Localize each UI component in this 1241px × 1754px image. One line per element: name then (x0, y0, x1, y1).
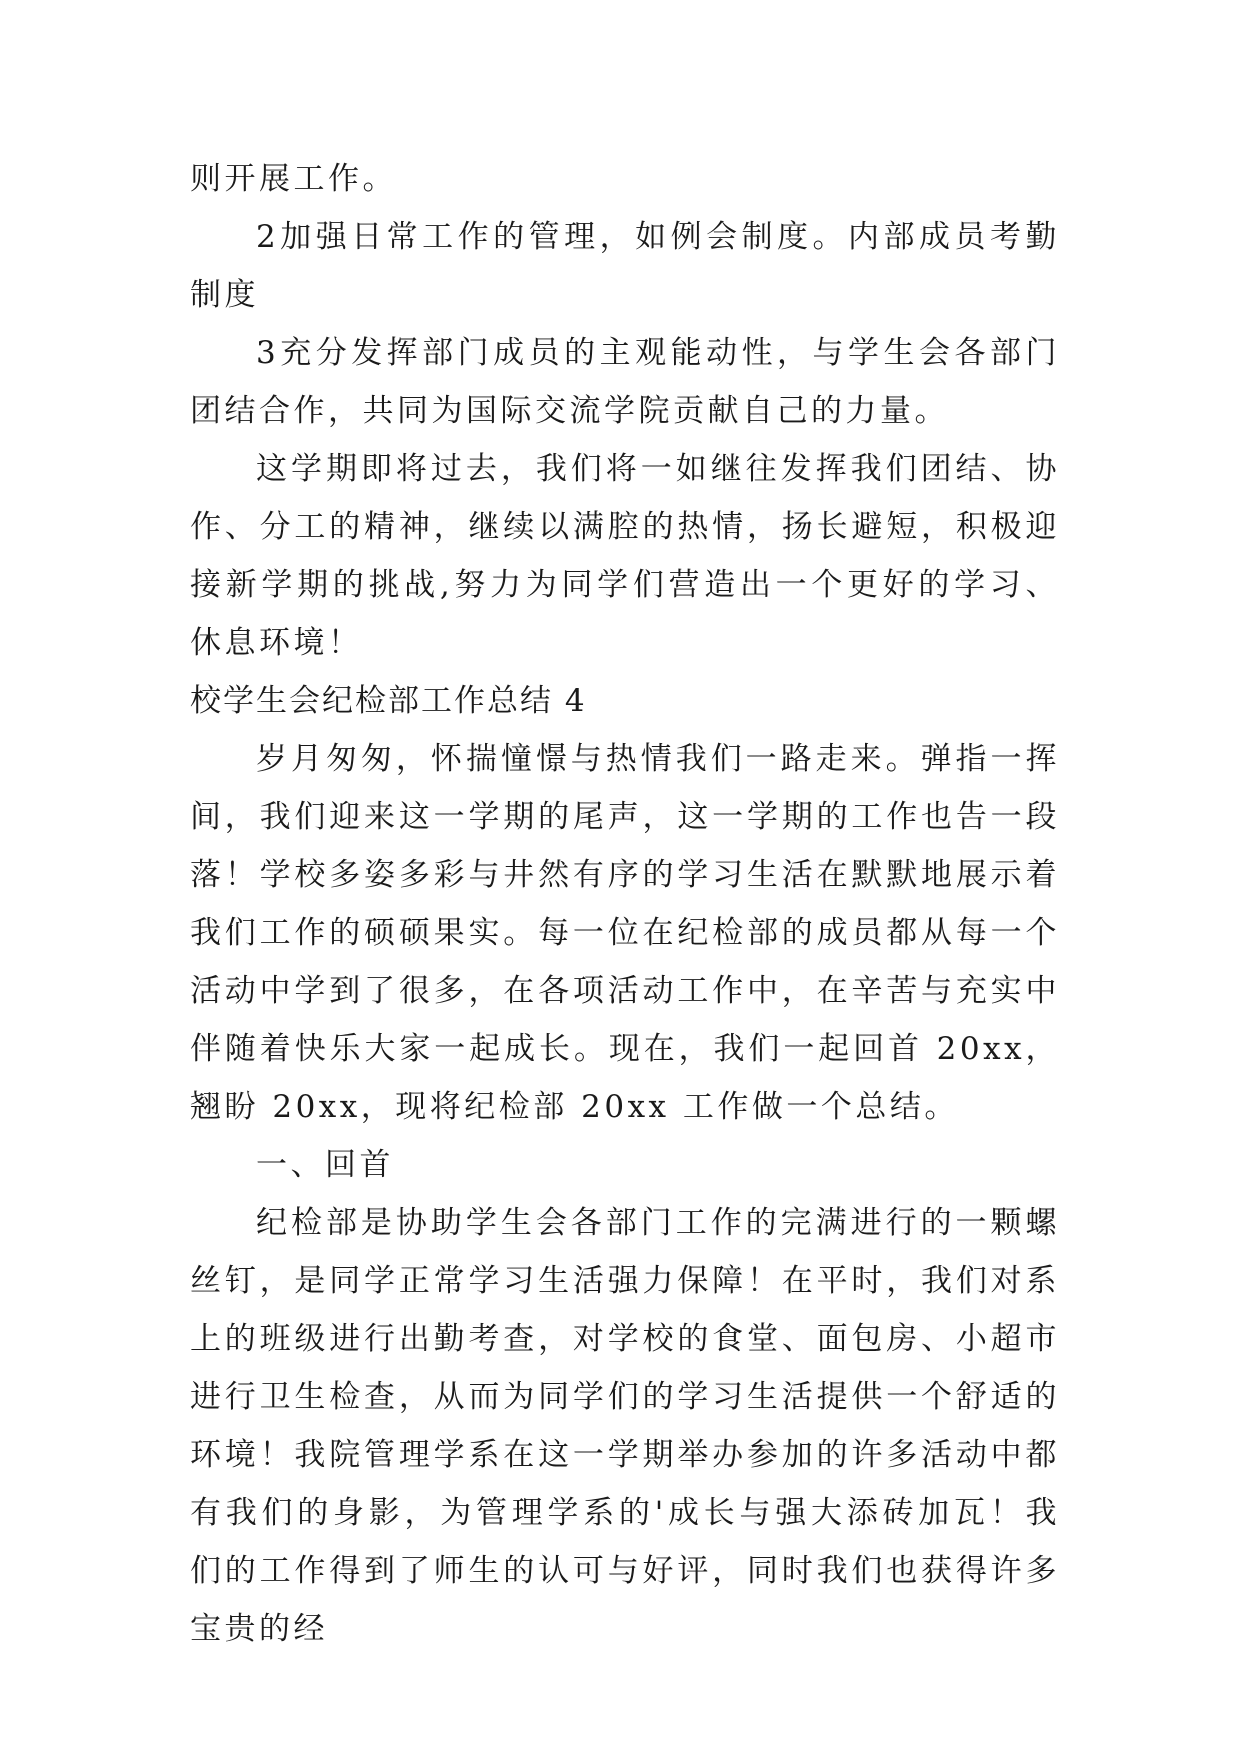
paragraph-5: 岁月匆匆，怀揣憧憬与热情我们一路走来。弹指一挥间，我们迎来这一学期的尾声，这一学期的工作也告一段落！学校多姿多彩与井然有序的学习生活在默默地展示着我们工作的硕硕果实。每一位在纪检部的成员都从每一个活动中学到了很多，在各项活动工作中，在辛苦与充实中伴随着快乐大家一起成长。现在，我们一起回首 20xx，翘盼 20xx，现将纪检部 20xx 工作做一个总结。 (190, 741, 1060, 1125)
paragraph-4: 这学期即将过去，我们将一如继往发挥我们团结、协作、分工的精神，继续以满腔的热情，扬长避短，积极迎接新学期的挑战,努力为同学们营造出一个更好的学习、休息环境！ (190, 451, 1060, 661)
paragraph-3: 3充分发挥部门成员的主观能动性，与学生会各部门团结合作，共同为国际交流学院贡献自己的力量。 (190, 335, 1060, 429)
section-heading: 校学生会纪检部工作总结 4 (190, 683, 587, 719)
paragraph-2: 2加强日常工作的管理，如例会制度。内部成员考勤制度 (190, 219, 1060, 313)
document-body (190, 150, 1060, 1658)
subheading-review: 一、回首 (256, 1147, 394, 1183)
paragraph-1: 则开展工作。 (190, 161, 397, 197)
paragraph-6: 纪检部是协助学生会各部门工作的完满进行的一颗螺丝钉，是同学正常学习生活强力保障！在平时，我们对系上的班级进行出勤考查，对学校的食堂、面包房、小超市进行卫生检查，从而为同学们的学习生活提供一个舒适的环境！我院管理学系在这一学期举办参加的许多活动中都有我们的身影，为管理学系的'成长与强大添砖加瓦！我们的工作得到了师生的认可与好评，同时我们也获得许多宝贵的经 (190, 1205, 1060, 1647)
